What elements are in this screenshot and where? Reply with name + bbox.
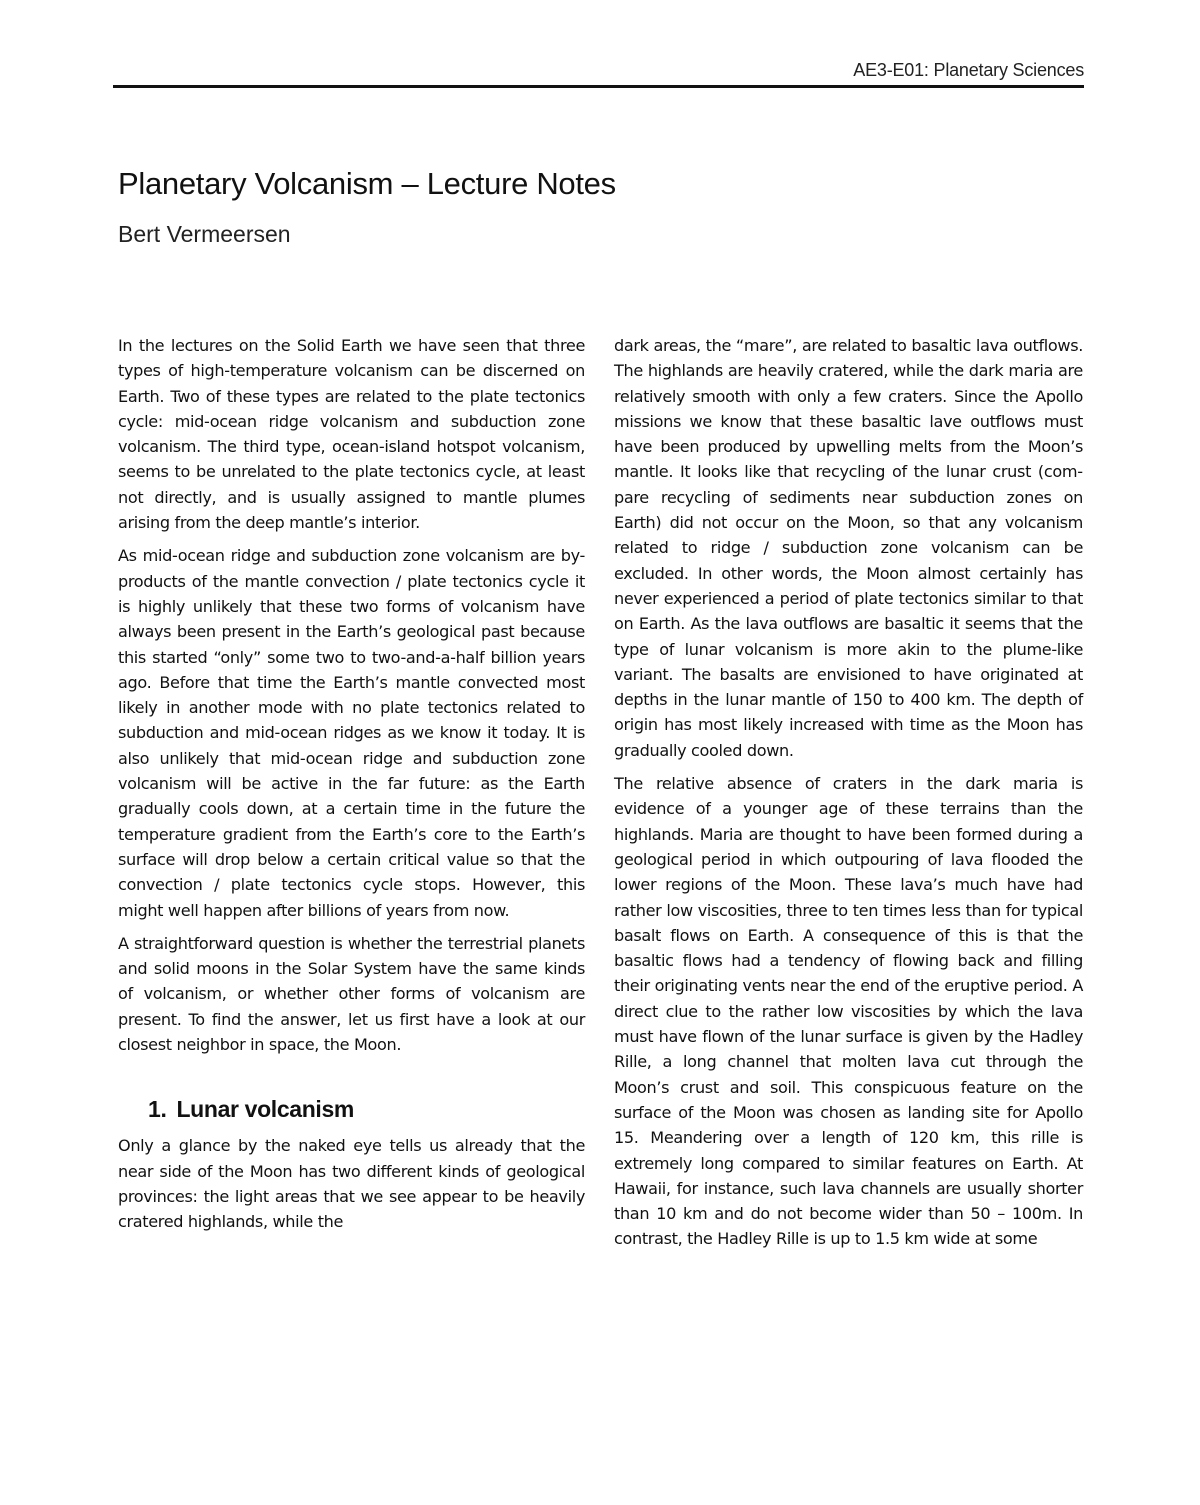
paragraph-lunar-1-continued: dark areas, the “mare”, are related to basaltic lava outflows. The highlands are heavily cratered, while the dark maria are relatively smooth with only a few craters. Since the Apollo missions we know that these basaltic lave outflows must have been produced by upwelling melts from the Moon’s mantle. It looks like that recycling of the lunar crust (compare recycling of sediments near subduction zones on Earth) did not occur on the Moon, so that any volcanism related to ridge / subduction zone volcanism can be excluded. In other words, the Moon almost certainly has never experienced a period of plate tectonics similar to that on Earth. As the lava outflows are basaltic it seems that the type of lunar volcanism is more akin to the plume-like variant. The basalts are envisioned to have originated at depths in the lunar mantle of 150 to 400 km. The depth of origin has most likely increased with time as the Moon has gradually cooled down. xyxy=(614,336,1083,760)
section-title: Lunar volcanism xyxy=(176,1096,355,1123)
left-column xyxy=(118,333,585,1243)
paragraph-intro-3: A straightforward question is whether the terrestrial planets and solid moons in the Solar System have the same kinds of volcanism, or whether other forms of volcanism are present. To find the answer, let us first have a look at our closest neighbor in space, the Moon. xyxy=(118,933,585,1055)
running-head: AE3-E01: Planetary Sciences xyxy=(853,60,1084,80)
document-author: Bert Vermeersen xyxy=(118,221,291,247)
paragraph-lunar-1: Only a glance by the naked eye tells us already that the near side of the Moon has two different kinds of geological provinces: the light areas that we see appear to be heavily cratered highlands, while the xyxy=(118,1136,585,1232)
paragraph-lunar-2: The relative absence of craters in the dark maria is evidence of a younger age of these terrains than the highlands. Maria are thought to have been formed during a geological period in which outpouring of lava flooded the lower regions of the Moon. These lava’s much have had rather low viscosities, three to ten times less than for typical basalt flows on Earth. A consequence of this is that the basaltic flows had a tendency of flowing back and filling their originating vents near the end of the eruptive period. A direct clue to the rather low viscosities by which the lava must have flown of the lunar surface is given by the Hadley Rille, a long channel that molten lava cut through the Moon’s crust and soil. This conspicuous feature on the surface of the Moon was chosen as landing site for Apollo 15. Meandering over a length of 120 km, this rille is extremely long compared to similar features on Earth. At Hawaii, for instance, such lava channels are usually shorter than 10 km and do not become wider than 50 – 100m. In contrast, the Hadley Rille is up to 1.5 km wide at some xyxy=(614,774,1083,1249)
paragraph-intro-1: In the lectures on the Solid Earth we have seen that three types of high-temperature volcanism can be discerned on Earth. Two of these types are related to the plate tectonics cycle: mid-ocean ridge volcanism and subduction zone volcanism. The third type, ocean-island hotspot volcanism, seems to be unrelated to the plate tectonics cycle, at least not directly, and is usually assigned to mantle plumes arising from the deep mantle’s interior. xyxy=(118,336,585,533)
header-rule xyxy=(113,85,1084,88)
section-heading-lunar-volcanism xyxy=(148,1094,585,1124)
right-column xyxy=(614,333,1083,1260)
document-title: Planetary Volcanism – Lecture Notes xyxy=(118,166,616,201)
section-number: 1. xyxy=(148,1096,167,1123)
paragraph-intro-2: As mid-ocean ridge and subduction zone volcanism are by-products of the mantle convection / plate tectonics cycle it is highly unlikely that these two forms of volcanism have always been present in the Earth’s geological past because this started “only” some two to two-and-a-half billion years ago. Before that time the Earth’s mantle convected most likely in another mode with no plate tectonics related to subduction and mid-ocean ridges as we know it today. It is also unlikely that mid-ocean ridge and subduction zone volcanism will be active in the far future: as the Earth gradually cools down, at a certain time in the future the temperature gradient from the Earth’s core to the Earth’s surface will drop below a certain critical value so that the convection / plate tectonics cycle stops. However, this might well happen after billions of years from now. xyxy=(118,546,585,920)
